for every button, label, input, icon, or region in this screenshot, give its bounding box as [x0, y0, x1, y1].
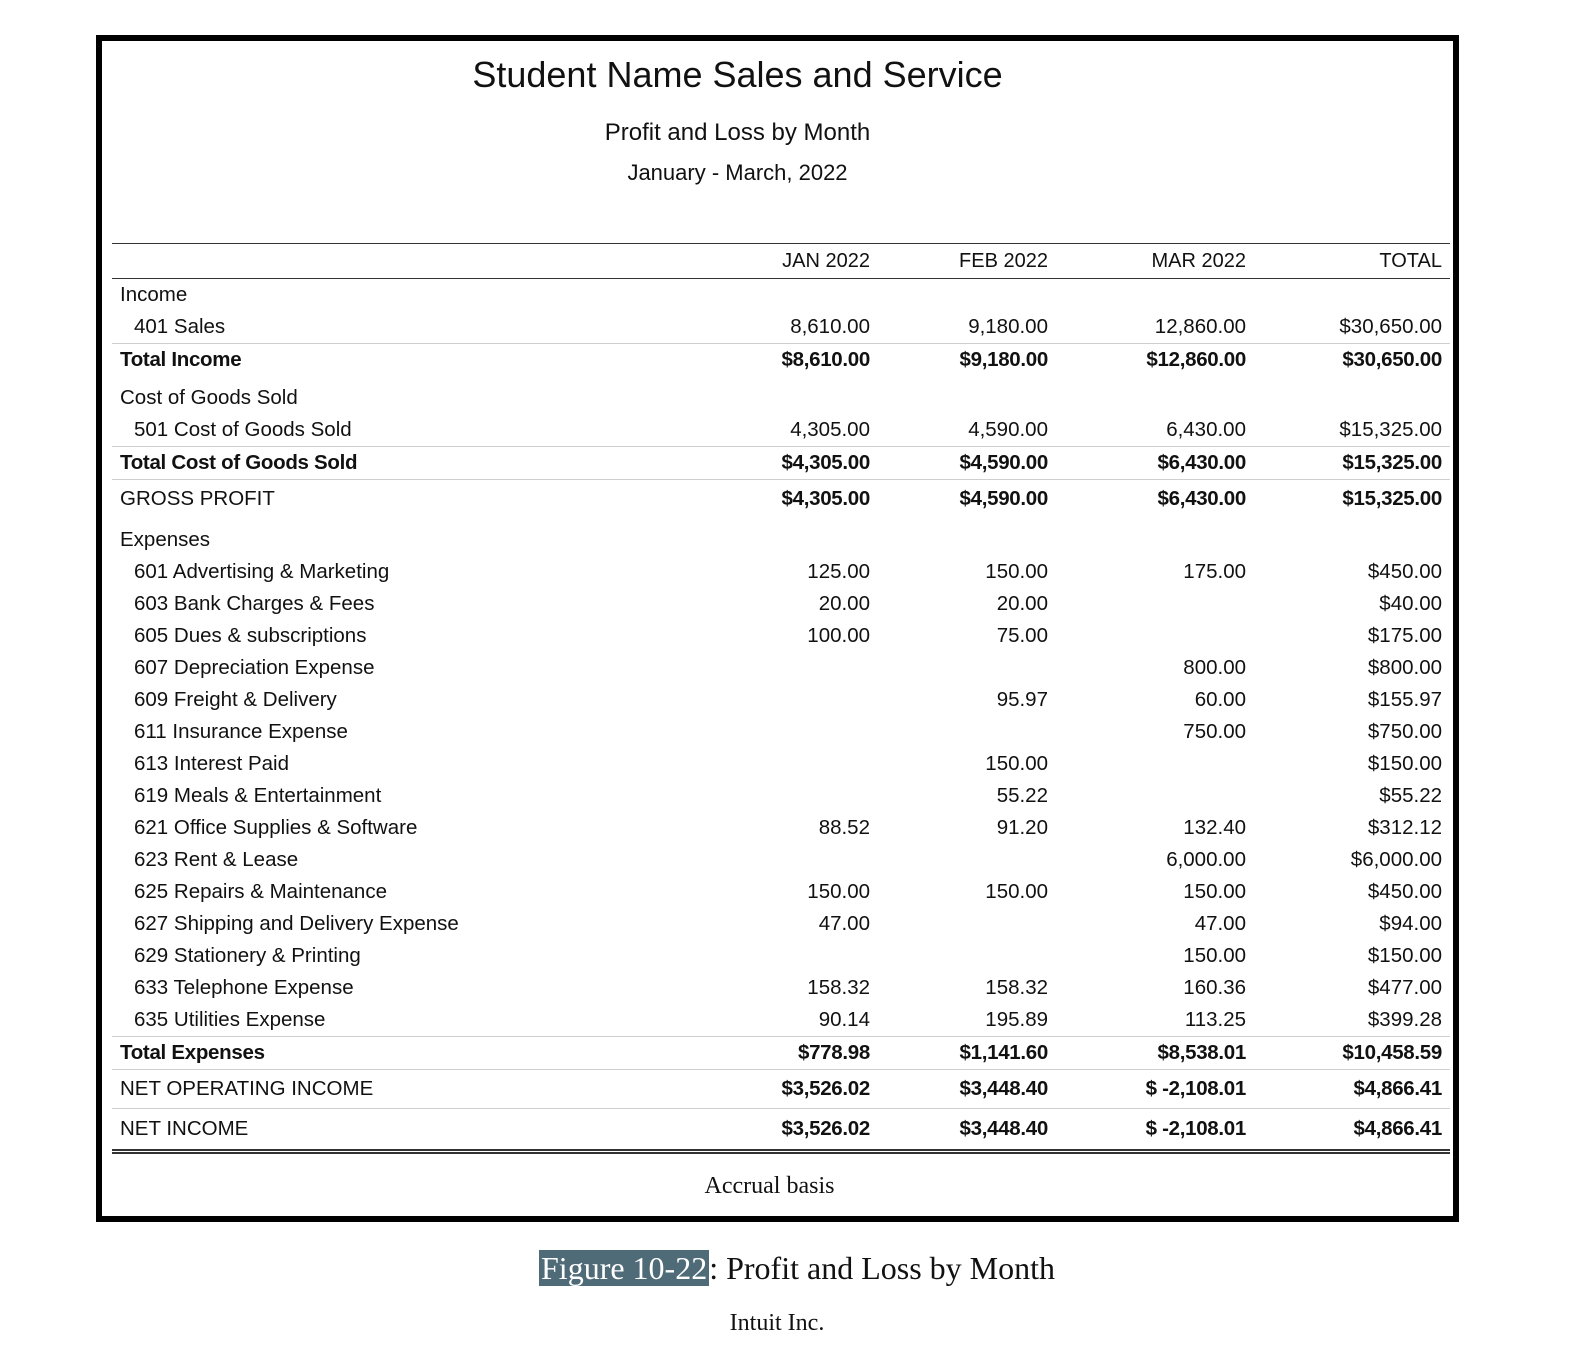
- amount-jan: 150.00: [807, 880, 870, 903]
- table-row: [112, 414, 1450, 447]
- amount-jan: 47.00: [818, 912, 870, 935]
- net-income-row: [112, 1109, 1450, 1152]
- amount-total: $477.00: [1367, 976, 1442, 999]
- column-header-jan: JAN 2022: [716, 244, 878, 279]
- profit-loss-table: [112, 243, 1450, 1154]
- amount-mar: 160.36: [1183, 976, 1246, 999]
- table-row: [112, 940, 1450, 972]
- account-label: 609 Freight & Delivery: [134, 688, 337, 711]
- amount-feb: [878, 652, 1056, 684]
- amount-total: $15,325.00: [1339, 418, 1442, 441]
- amount-jan: 90.14: [818, 1008, 870, 1031]
- table-row: [112, 812, 1450, 844]
- gross-profit-label: GROSS PROFIT: [112, 480, 716, 519]
- total-expenses-row: [112, 1037, 1450, 1070]
- amount-mar: 12,860.00: [1154, 315, 1246, 338]
- table-row: [112, 972, 1450, 1004]
- column-header-feb: FEB 2022: [878, 244, 1056, 279]
- account-label: 501 Cost of Goods Sold: [134, 418, 352, 441]
- profit-loss-body: [112, 279, 1450, 557]
- column-header-total: TOTAL: [1254, 244, 1450, 279]
- amount-jan: 20.00: [818, 592, 870, 615]
- amount-total: $30,650.00: [1339, 315, 1442, 338]
- figure-caption-text: : Profit and Loss by Month: [709, 1250, 1055, 1286]
- section-header-expenses: Expenses: [120, 528, 211, 551]
- table-row: [112, 780, 1450, 812]
- amount-mar: $ -2,108.01: [1056, 1109, 1254, 1152]
- amount-mar: $8,538.01: [1056, 1037, 1254, 1070]
- amount-jan: [716, 684, 878, 716]
- amount-jan: $3,526.02: [716, 1070, 878, 1109]
- amount-feb: 55.22: [996, 784, 1048, 807]
- amount-mar: $6,430.00: [1056, 447, 1254, 480]
- expense-rows: [112, 556, 1450, 1037]
- account-label: 601 Advertising & Marketing: [134, 560, 390, 583]
- amount-total: $150.00: [1367, 944, 1442, 967]
- table-row: [112, 588, 1450, 620]
- table-row: [112, 908, 1450, 940]
- amount-mar: 150.00: [1183, 880, 1246, 903]
- amount-mar: 60.00: [1194, 688, 1246, 711]
- profit-loss-footer: [112, 1037, 1450, 1152]
- net-operating-income-row: [112, 1070, 1450, 1109]
- table-row: [112, 620, 1450, 652]
- account-label: 605 Dues & subscriptions: [134, 624, 367, 647]
- amount-jan: 4,305.00: [790, 418, 870, 441]
- section-header-row: [112, 518, 1450, 556]
- amount-mar: 6,000.00: [1166, 848, 1246, 871]
- amount-jan: [716, 748, 878, 780]
- amount-feb: 150.00: [985, 880, 1048, 903]
- table-row: [112, 311, 1450, 344]
- amount-feb: $3,448.40: [878, 1109, 1056, 1152]
- report-title: Student Name Sales and Service: [472, 54, 1003, 95]
- amount-mar: [1056, 588, 1254, 620]
- amount-total: $15,325.00: [1254, 447, 1450, 480]
- amount-total: $6,000.00: [1350, 848, 1442, 871]
- figure-caption: [0, 1244, 1594, 1292]
- account-label: 635 Utilities Expense: [134, 1008, 326, 1031]
- table-row: [112, 876, 1450, 908]
- section-header-income: Income: [120, 283, 188, 306]
- amount-total: $450.00: [1367, 560, 1442, 583]
- amount-jan: [716, 844, 878, 876]
- profit-loss-table-wrap: [112, 243, 1450, 1154]
- table-row: [112, 1004, 1450, 1037]
- amount-mar: 750.00: [1183, 720, 1246, 743]
- amount-mar: [1056, 780, 1254, 812]
- figure-label: Figure 10-22: [541, 1250, 708, 1286]
- amount-mar: 800.00: [1183, 656, 1246, 679]
- figure-credit: Intuit Inc.: [729, 1310, 825, 1336]
- amount-total: $55.22: [1379, 784, 1442, 807]
- column-header-label: [112, 244, 716, 279]
- amount-feb: 158.32: [985, 976, 1048, 999]
- amount-total: $750.00: [1367, 720, 1442, 743]
- table-row: [112, 844, 1450, 876]
- amount-feb: $4,590.00: [878, 480, 1056, 519]
- amount-feb: $1,141.60: [878, 1037, 1056, 1070]
- table-row: [112, 716, 1450, 748]
- table-row: [112, 684, 1450, 716]
- amount-total: $312.12: [1367, 816, 1442, 839]
- net-income-label: NET INCOME: [112, 1109, 716, 1152]
- amount-mar: 6,430.00: [1166, 418, 1246, 441]
- amount-mar: $6,430.00: [1056, 480, 1254, 519]
- column-header-row: [112, 244, 1450, 279]
- amount-feb: [878, 908, 1056, 940]
- amount-total: $175.00: [1367, 624, 1442, 647]
- total-cogs-row: [112, 447, 1450, 480]
- amount-jan: 125.00: [807, 560, 870, 583]
- amount-total: $30,650.00: [1254, 344, 1450, 377]
- amount-mar: 47.00: [1194, 912, 1246, 935]
- section-header-row: [112, 279, 1450, 312]
- amount-jan: $4,305.00: [716, 480, 878, 519]
- amount-total: $155.97: [1367, 688, 1442, 711]
- amount-total: $4,866.41: [1254, 1109, 1450, 1152]
- table-row: [112, 652, 1450, 684]
- amount-feb: 20.00: [996, 592, 1048, 615]
- amount-mar: 113.25: [1184, 1008, 1246, 1031]
- amount-feb: [878, 716, 1056, 748]
- amount-jan: 88.52: [818, 816, 870, 839]
- section-header-cogs: Cost of Goods Sold: [120, 386, 298, 409]
- amount-jan: [716, 652, 878, 684]
- account-label: 607 Depreciation Expense: [134, 656, 375, 679]
- account-label: 621 Office Supplies & Software: [134, 816, 418, 839]
- amount-feb: 150.00: [985, 560, 1048, 583]
- total-label: Total Income: [112, 344, 716, 377]
- basis-note: Accrual basis: [704, 1173, 835, 1199]
- account-label: 623 Rent & Lease: [134, 848, 299, 871]
- amount-total: $94.00: [1379, 912, 1442, 935]
- account-label: 619 Meals & Entertainment: [134, 784, 382, 807]
- amount-jan: [716, 716, 878, 748]
- amount-mar: $ -2,108.01: [1056, 1070, 1254, 1109]
- account-label: 611 Insurance Expense: [134, 720, 348, 743]
- amount-total: $450.00: [1367, 880, 1442, 903]
- amount-feb: 150.00: [985, 752, 1048, 775]
- amount-jan: 158.32: [807, 976, 870, 999]
- account-label: 629 Stationery & Printing: [134, 944, 361, 967]
- amount-jan: $778.98: [716, 1037, 878, 1070]
- amount-jan: $4,305.00: [716, 447, 878, 480]
- amount-mar: 132.40: [1183, 816, 1246, 839]
- total-label: Total Cost of Goods Sold: [112, 447, 716, 480]
- amount-feb: 91.20: [996, 816, 1048, 839]
- amount-mar: 175.00: [1183, 560, 1246, 583]
- amount-jan: [716, 940, 878, 972]
- column-header-mar: MAR 2022: [1056, 244, 1254, 279]
- amount-total: $399.28: [1367, 1008, 1442, 1031]
- amount-mar: $12,860.00: [1056, 344, 1254, 377]
- total-label: Total Expenses: [112, 1037, 716, 1070]
- section-header-row: [112, 376, 1450, 414]
- account-label: 627 Shipping and Delivery Expense: [134, 912, 459, 935]
- amount-total: $4,866.41: [1254, 1070, 1450, 1109]
- amount-feb: [878, 940, 1056, 972]
- table-row: [112, 556, 1450, 588]
- amount-feb: 195.89: [985, 1008, 1048, 1031]
- report-period: January - March, 2022: [627, 160, 848, 185]
- report-frame: [96, 35, 1459, 1222]
- amount-feb: 95.97: [996, 688, 1048, 711]
- amount-total: $15,325.00: [1254, 480, 1450, 519]
- account-label: 401 Sales: [134, 315, 226, 338]
- amount-mar: [1056, 620, 1254, 652]
- amount-feb: $3,448.40: [878, 1070, 1056, 1109]
- gross-profit-row: [112, 480, 1450, 519]
- amount-feb: 4,590.00: [968, 418, 1048, 441]
- amount-jan: [716, 780, 878, 812]
- total-income-row: [112, 344, 1450, 377]
- amount-total: $40.00: [1379, 592, 1442, 615]
- net-operating-income-label: NET OPERATING INCOME: [112, 1070, 716, 1109]
- account-label: 633 Telephone Expense: [134, 976, 354, 999]
- amount-feb: 75.00: [996, 624, 1048, 647]
- amount-total: $800.00: [1367, 656, 1442, 679]
- report-subtitle: Profit and Loss by Month: [604, 119, 871, 146]
- amount-jan: 8,610.00: [790, 315, 870, 338]
- amount-jan: $8,610.00: [716, 344, 878, 377]
- account-label: 613 Interest Paid: [134, 752, 289, 775]
- amount-feb: [878, 844, 1056, 876]
- amount-feb: $9,180.00: [878, 344, 1056, 377]
- account-label: 603 Bank Charges & Fees: [134, 592, 375, 615]
- amount-total: $10,458.59: [1254, 1037, 1450, 1070]
- account-label: 625 Repairs & Maintenance: [134, 880, 387, 903]
- amount-feb: 9,180.00: [968, 315, 1048, 338]
- amount-feb: $4,590.00: [878, 447, 1056, 480]
- amount-mar: 150.00: [1183, 944, 1246, 967]
- amount-mar: [1056, 748, 1254, 780]
- amount-jan: 100.00: [807, 624, 870, 647]
- table-row: [112, 748, 1450, 780]
- amount-jan: $3,526.02: [716, 1109, 878, 1152]
- amount-total: $150.00: [1367, 752, 1442, 775]
